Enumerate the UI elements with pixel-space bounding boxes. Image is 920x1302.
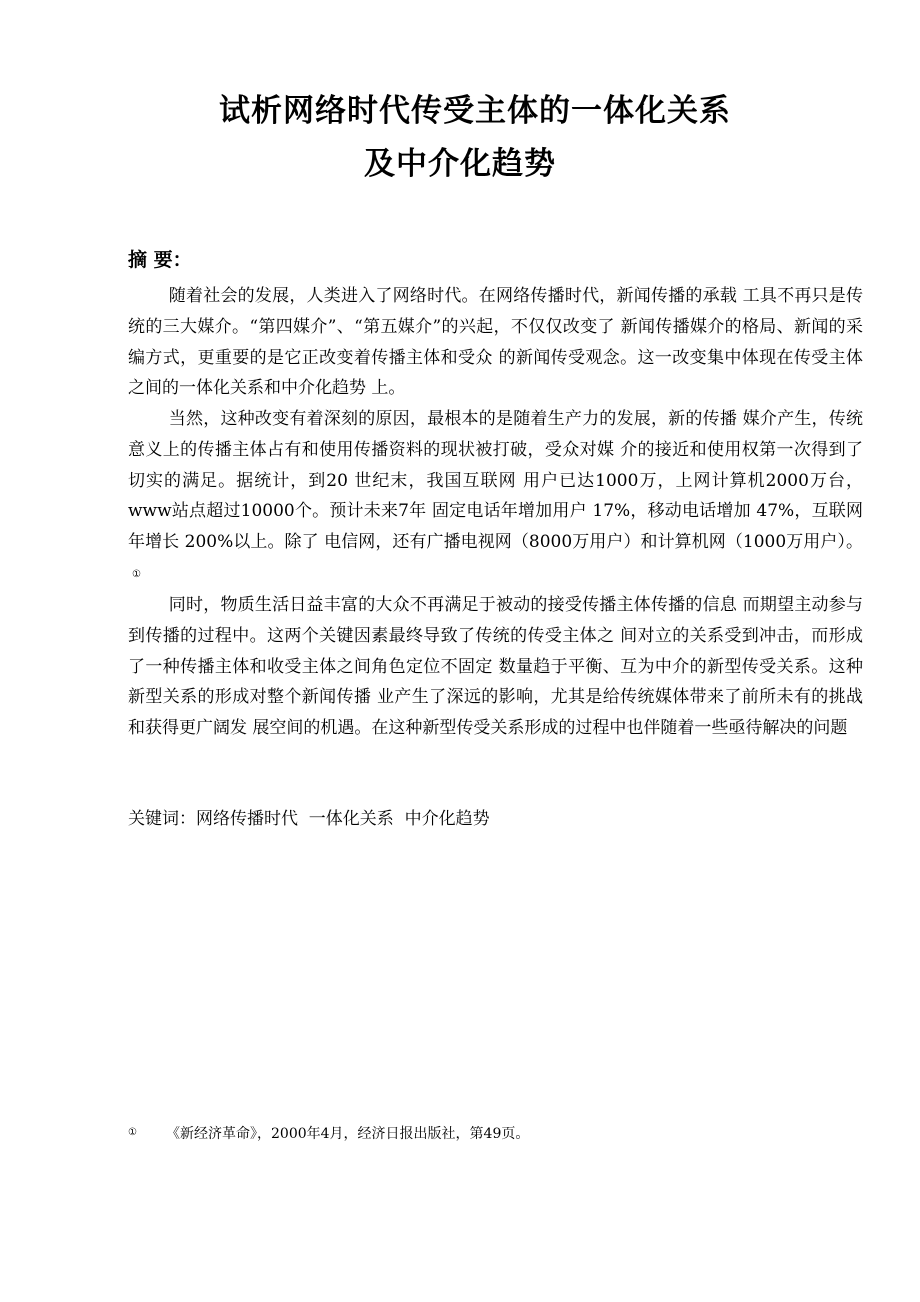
paragraph-3-text: 同时，物质生活日益丰富的大众不再满足于被动的接受传播主体传播的信息 而期望主动参与到传播的过程中。这两个关键因素最终导致了传统的传受主体之 间对立的关系受到冲击，而形成了一种传播主体和收受主体之间角色定位不固定 数量趋于平衡、互为中介的新型传受关系。这种新型关系的形成对整个新闻传播 业产生了深远的影响，尤其是给传统媒体带来了前所未有的挑战和获得更广阔发 展空间的机遇。在这种新型传受关系形成的过程中也伴随着一些亟待解决的问题	[128, 595, 863, 739]
abstract-heading: 摘 要：	[128, 249, 192, 271]
footnote-text: 《新经济革命》，2000年4月，经济日报出版社，第49页。	[166, 1126, 530, 1142]
abstract-paragraph-2	[128, 404, 863, 591]
paragraph-1-text: 随着社会的发展，人类进入了网络时代。在网络传播时代，新闻传播的承载 工具不再只是传统的三大媒介。“第四媒介”、“第五媒介”的兴起，不仅仅改变了 新闻传播媒介的格局、新闻的采编方式，更重要的是它正改变着传播主体和受众 的新闻传受观念。这一改变集中体现在传受主体之间的一体化关系和中介化趋势 上。	[128, 286, 863, 399]
title-line-1: 试析网络时代传受主体的一体化关系	[219, 93, 731, 129]
footnote-number: ①	[128, 1127, 137, 1138]
footnote-reference-marker: ①	[132, 568, 141, 580]
abstract-paragraph-3	[128, 590, 863, 744]
keywords-line: 关键词：网络传播时代 一体化关系 中介化趋势	[128, 809, 490, 829]
paragraph-2-text: 当然，这种改变有着深刻的原因，最根本的是随着生产力的发展，新的传播 媒介产生，传统意义上的传播主体占有和使用传播资料的现状被打破，受众对媒 介的接近和使用权第一次得到了切实的满足。据统计，到20 世纪末，我国互联网 用户已达1000万，上网计算机2000万台，www站点超过10000个。预计未来7年 固定电话年增加用户 17%，移动电话增加 47%，互联网年增长 200%以上。除了 电信网，还有广播电视网（8000万用户）和计算机网（1000万用户）。	[128, 409, 863, 553]
footnote	[128, 1121, 529, 1146]
title-line-2: 及中介化趋势	[364, 146, 556, 182]
abstract-paragraph-1	[128, 281, 863, 404]
